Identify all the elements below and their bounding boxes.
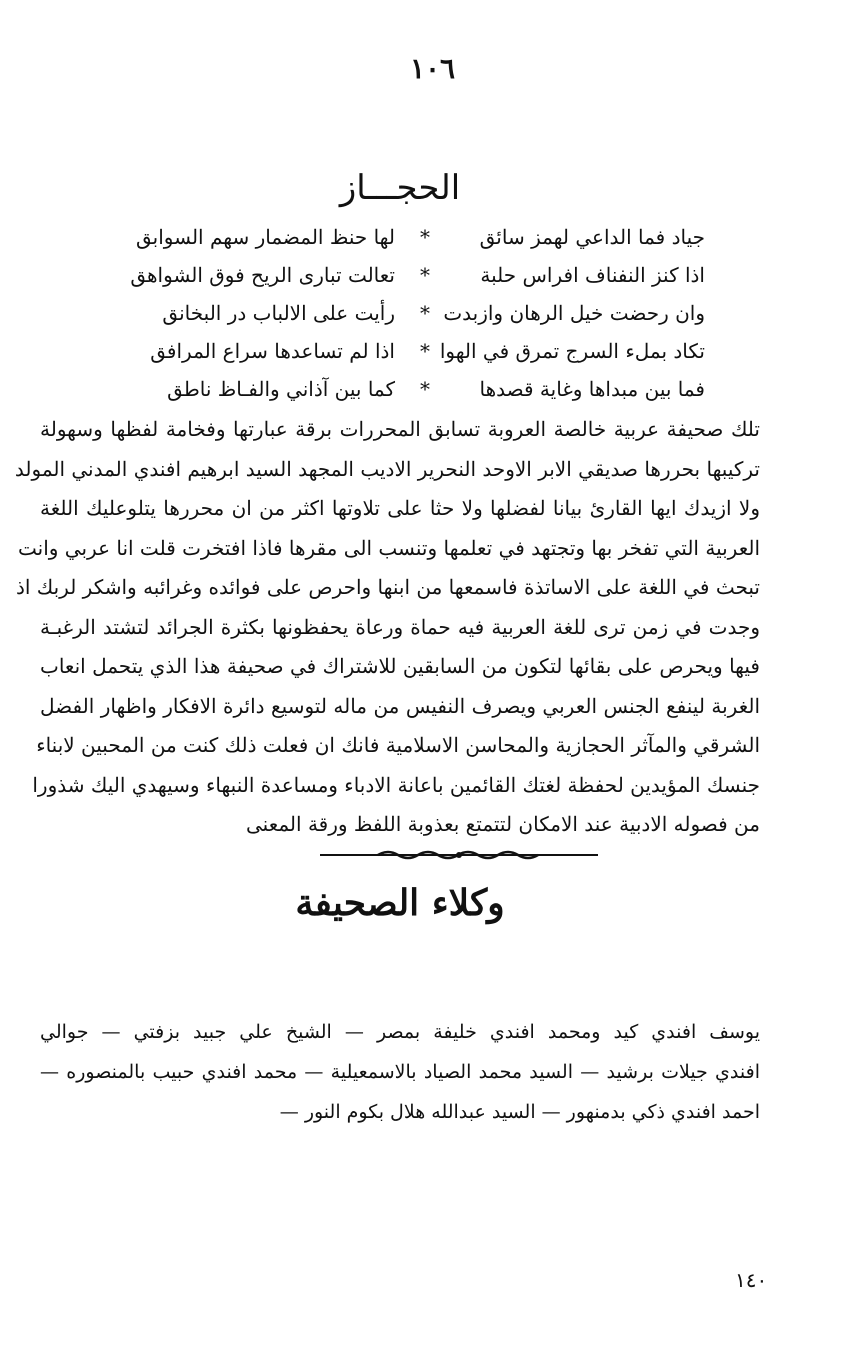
prose-line: العربية التي تفخر بها وتجتهد في تعلمها وتنسب الى مقرها فاذا افتخرت قلت انا عربي وانت — [18, 535, 760, 560]
hemistich-first: وان رحضت خيل الرهان وازبدت — [443, 301, 705, 325]
hemistich-second: كما بين آذاني والفـاظ ناطق — [167, 377, 395, 401]
verse — [95, 332, 705, 370]
ornament-divider — [318, 848, 600, 862]
prose-line: الغربة لينفع الجنس العربي ويصرف النفيس من ماله لتوسيع دائرة الافكار واظهار الفضل — [40, 693, 760, 718]
prose-paragraph — [14, 410, 760, 845]
hemistich-second: رأيت على الالباب در البخانق — [162, 301, 395, 325]
poem — [95, 218, 705, 408]
page-number-top: ١٠٦ — [409, 52, 456, 85]
hemistich-first: اذا كنز النفناف افراس حلبة — [480, 263, 705, 287]
verse — [95, 218, 705, 256]
prose-line: ولا ازيدك ايها القارئ بيانا لفضلها ولا حثا على تلاوتها اكثر من ان محررها يتلوعليك اللغة — [40, 496, 760, 520]
agents-line: افندي جيلات برشيد — السيد محمد الصياد بالاسمعيلية — محمد افندي حبيب بالمنصوره — — [40, 1061, 760, 1083]
verse — [95, 294, 705, 332]
verse-separator-star: * — [420, 339, 430, 363]
prose-line: الشرقي والمآثر الحجازية والمحاسن الاسلامية فانك ان فعلت ذلك كنت من المحبين لابناء — [36, 733, 760, 757]
page-number-bottom: ١٤٠ — [735, 1268, 768, 1292]
agents-list — [40, 1012, 760, 1132]
verse-separator-star: * — [420, 301, 430, 325]
hemistich-first: جياد فما الداعي لهمز سائق — [479, 225, 705, 249]
agents-heading: وكلاء الصحيفة — [295, 882, 505, 924]
verse-separator-star: * — [420, 377, 430, 401]
prose-line: تبحث في اللغة على الاساتذة فاسمعها من ابنها واحرص على فوائده وغرائبه واشكر لربك اذ — [15, 575, 760, 599]
agents-line: احمد افندي ذكي بدمنهور — السيد عبدالله هلال بكوم النور — — [279, 1101, 760, 1123]
verse-separator-star: * — [420, 225, 430, 249]
hemistich-second: اذا لم تساعدها سراع المرافق — [150, 339, 395, 363]
prose-line: تركيبها بحررها صديقي الابر الاوحد النحرير الاديب المجهد السيد ابرهيم افندي المدني المولد — [14, 456, 760, 481]
section-heading: الحجـــاز — [339, 168, 461, 208]
verse — [95, 256, 705, 294]
hemistich-second: لها حنظ المضمار سهم السوابق — [135, 225, 395, 249]
hemistich-second: تعالت تبارى الريح فوق الشواهق — [130, 263, 395, 287]
prose-line: من فصوله الادبية عند الامكان لتتمتع بعذوبة اللفظ ورقة المعنى — [246, 812, 760, 836]
prose-line: فيها ويحرص على بقائها لتكون من السابقين للاشتراك في صحيفة هذا الذي يتحمل انعاب — [40, 654, 760, 678]
verse-separator-star: * — [420, 263, 430, 287]
agents-line: يوسف افندي كيد ومحمد افندي خليفة بمصر — الشيخ علي جبيد بزفتي — جوالي — [40, 1021, 760, 1043]
prose-line: تلك صحيفة عربية خالصة العروبة تسابق المحررات برقة عبارتها وفخامة لفظها وسهولة — [40, 417, 760, 441]
hemistich-first: تكاد بملء السرج تمرق في الهوا — [439, 339, 705, 363]
verse — [95, 370, 705, 408]
hemistich-first: فما بين مبداها وغاية قصدها — [479, 377, 705, 401]
prose-line: جنسك المؤيدين لحفظة لغتك القائمين باعانة الادباء ومساعدة النبهاء وسيهدي اليك شذورا — [32, 772, 760, 797]
prose-line: وجدت في زمن ترى للغة العربية فيه حماة ورعاة يحفظونها بكثرة الجرائد لتشتد الرغبـة — [40, 614, 760, 639]
